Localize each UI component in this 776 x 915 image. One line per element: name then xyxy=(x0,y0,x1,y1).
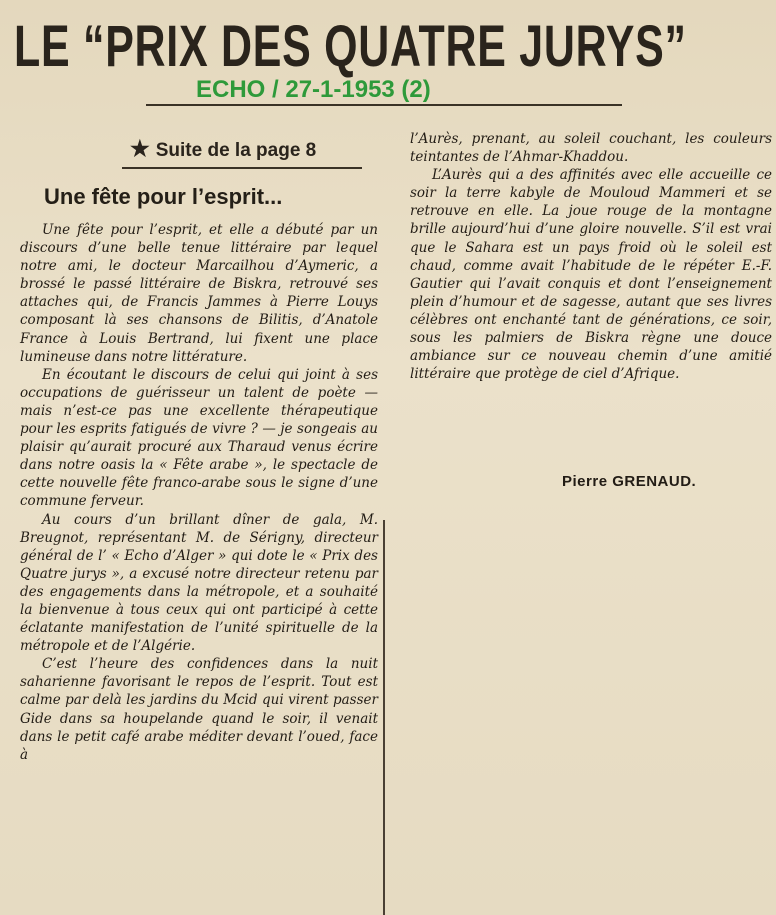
continuation-rule xyxy=(122,167,362,169)
right-column xyxy=(410,130,772,383)
left-column xyxy=(20,221,378,764)
column-divider xyxy=(383,520,385,915)
paragraph-4: C’est l’heure des confidences dans la nuit saharienne favorisant le repos de l’esprit. Tout est calme par delà les jardins du Mcid qui virent passer Gide dans sa houpelande quand le soir, il venait dans le petit café arabe méditer devant l’oued, face à xyxy=(20,656,378,763)
headline: LE “PRIX DES QUATRE JURYS” xyxy=(14,14,687,79)
date-stamp: ECHO / 27-1-1953 (2) xyxy=(196,76,431,103)
continuation-note xyxy=(130,135,370,165)
paragraph-3: Au cours d’un brillant dîner de gala, M. Breugnot, représentant M. de Sérigny, directeur général de l’ « Echo d’Alger » qui dote le « Prix des Quatre jurys », a excusé notre directeur retenu par des engagements dans la métropole, et a souhaité la bienvenue à tous ceux qui ont participé à cette éclatante manifestation de l’unité spirituelle de la métropole et de l’Algérie. xyxy=(20,511,378,655)
paragraph-2: En écoutant le discours de celui qui joint à ses occupations de guérisseur un talent de poète — mais n’est-ce pas une excellente thérapeutique pour les esprits fatigués de vivre ? — je songeais au plaisir qu’aurait procuré aux Tharaud venus écrire dans notre oasis la « Fête arabe », le spectacle de cette nouvelle fête franco-arabe sous le signe d’une commune ferveur. xyxy=(20,366,378,510)
article-subhead: Une fête pour l’esprit... xyxy=(44,184,283,209)
paragraph-5: l’Aurès, prenant, au soleil couchant, les couleurs teintantes de l’Ahmar-Khaddou. xyxy=(410,131,772,166)
star-icon: ★ xyxy=(130,136,150,161)
continuation-label: Suite de la page 8 xyxy=(155,140,317,161)
headline-rule xyxy=(146,104,622,106)
paragraph-1: Une fête pour l’esprit, et elle a débuté par un discours d’une belle tenue littéraire par lequel notre ami, le docteur Marcailhou d’Aymeric, a brossé le passé littéraire de Biskra, retrouvé ses attaches qui, de Francis Jammes à Pierre Louys composant là ses chansons de Bilitis, d’Anatole France à Louis Bertrand, lui fixent une place lumineuse dans notre littérature. xyxy=(20,222,378,365)
paragraph-6: L’Aurès qui a des affinités avec elle accueille ce soir la terre kabyle de Mouloud Mammeri et se retrouve en elle. La joue rouge de la montagne brille aujourd’hui d’une gloire nouvelle. S’il est vrai que le Sahara est un pays froid où le soleil est chaud, comme avait l’habitude de le répéter E.-F. Gautier qui l’avait conquis et dont l’enseignement plein d’humour et de sagesse, autant que ses livres célèbres ont enchanté tant de générations, ce soir, sous les palmiers de Biskra règne une douce ambiance sur ce nouveau chemin d’une amitié littéraire que protège de ciel d’Afrique. xyxy=(410,167,772,383)
author-signature: Pierre GRENAUD. xyxy=(562,473,697,490)
